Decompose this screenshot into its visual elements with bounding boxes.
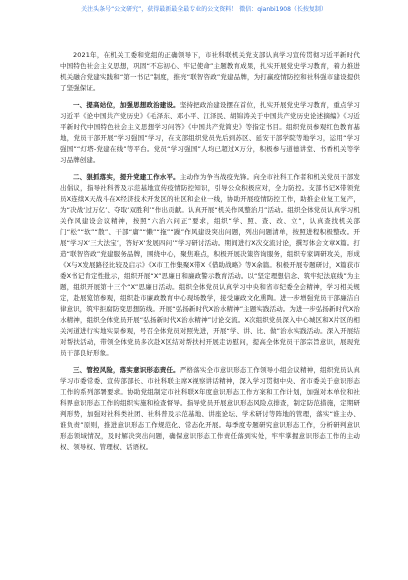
document-body [60, 50, 360, 459]
paragraph-intro [60, 50, 360, 94]
paragraph-section-1 [60, 100, 360, 166]
paragraph-section-3 [60, 365, 360, 453]
section-heading: 一、提高站位，加强思想政治建设。 [73, 101, 180, 109]
paragraph-section-2 [60, 172, 360, 359]
promo-banner[interactable]: 关注头条号“公文研究”，获得最新最全最专业的公文资料！ 微信：qianbi1908（长按复制） [81, 6, 327, 13]
paragraph-text: 坚持把政治建设摆在首位，扎实开展党史学习教育，重点学习习近平《论中国共产党历史》《毛泽东、邓小平、江泽民、胡锦涛关于中国共产党历史论述摘编》《习近平新时代中国特色社会主义思想学习问答》《中国共产党简史》等指定书目。组织党员参观红色教育基地，党员干部开展“学习强国”学习，在支部组织党员先后到苏区、延安干部学院等地学习，运用“学习强国”“灯塔-党建在线”等平台。党员“学习强国”人均已超过X万分，积极参与道德讲堂、书香机关等学习品牌创建。 [60, 101, 361, 164]
section-heading: 二、狠抓落实，提升党建工作水平。 [73, 173, 180, 181]
section-heading: 三、管控风险，落实意识形态责任。 [73, 366, 180, 374]
paragraph-text: 2021年，在机关工委和党组的正确领导下，市社科联机关党支部认真学习宣传贯彻习近平新时代中国特色社会主义思想，巩固“不忘初心、牢记使命”主题教育成果，扎实开展党史学习教育，着力推进机关融合党建实践和“第一书记”制度，推亮“联智咨政”党建品牌，为打赢疫情防控和社科强市建设提供了坚强保证。 [60, 51, 360, 92]
paragraph-text: 严格落实全市意识形态工作领导小组会议精神，组织党员认真学习市委常委、宣传部部长、市社科联主席X视察讲话精神，深入学习贯彻中央、省市委关于意识形态工作的系列部署要求。协助党组制定市社科联X年度意识形态工作方案和工作计划，加强对本单位和社科界意识形态工作的组织实施和检查督导。指导党员开展意识形态风险点排查，制定防范措施，定期研判形势，加强对社科类社团、社科普及示范基地、讲座论坛、学术研讨等阵地的管理，落实“谁主办、谁负责”原则，推进意识形态工作规范化、常态化开展。每季度专题研究意识形态工作，分析研判意识形态领域情况，及时解决突出问题，确保意识形态工作责任落到实处，牢牢掌握意识形态工作的主动权、领导权、管理权、话语权。 [60, 366, 361, 451]
paragraph-text: 主动作为争当战疫先锋。向全市社科工作者和机关党员干部发出倡议，指导社科普及示范基地宣传疫情防控知识，引导公众积极应对，全力防控。支部书记X带领党员X连续X天战斗在X经济技术开发区的社区和企业一线，协助开展疫情防控工作，助推企业复工复产，为“决战‘过万亿’、夺取‘双胜利’”作出贡献。认真开展“机关作风整治月”活动。组织全体党员认真学习机关作风建设会议精神，按照“六治六问正”要求，组织“学、照、查、改、立”，认真查找机关部门“松”“软”“散”、干部“庸”“懒”“拖”“躁”作风建设突出问题，列出问题清单，按照进程积极整改。开展“学习X‘三大法宝’，答好X‘发展四问’”学习研讨活动。期间进行X次交流讨论，撰写体会文章X篇。打造“联智咨政”党建服务品牌，围绕中心，聚焦难点，积极开展决策咨询服务，组织专家调研攻关，形成《X与X发展路径比较及启示》《X市工作集聚X带X《借助战略》等X余篇。积极开展专题研讨，X篇获市委X书记肯定性批示，组织开展“X”思廉日和廉政警示教育活动。以“坚定理想信念、筑牢纪法底线”为主题，组织开展第十三个“X”思廉日活动。组织全体党员认真学习中央和省市纪委全会精神，学习相关规定，赴展览馆参观，组织赴市廉政教育中心现场教学，接受廉政文化熏陶。进一步增强党员干部廉洁自律意识，筑牢拒腐防变思想防线。开展“弘扬新时代X治水精神”主题实践活动。为进一步弘扬新时代X治水精神，组织全体党员开展“弘扬新时代X治水精神”讨论交流。X次组织党员深入中心城区和X片区的相关河道进行实地实景参观，号召全体党员对照先进，开展“学、讲、比、做”治水实践活动。深入开展结对帮扶活动，带领全体党员多次赴X区结对帮扶村开展走访慰问，提高全体党员干部宗旨意识，展现党员干部良好形象。 [60, 173, 361, 357]
